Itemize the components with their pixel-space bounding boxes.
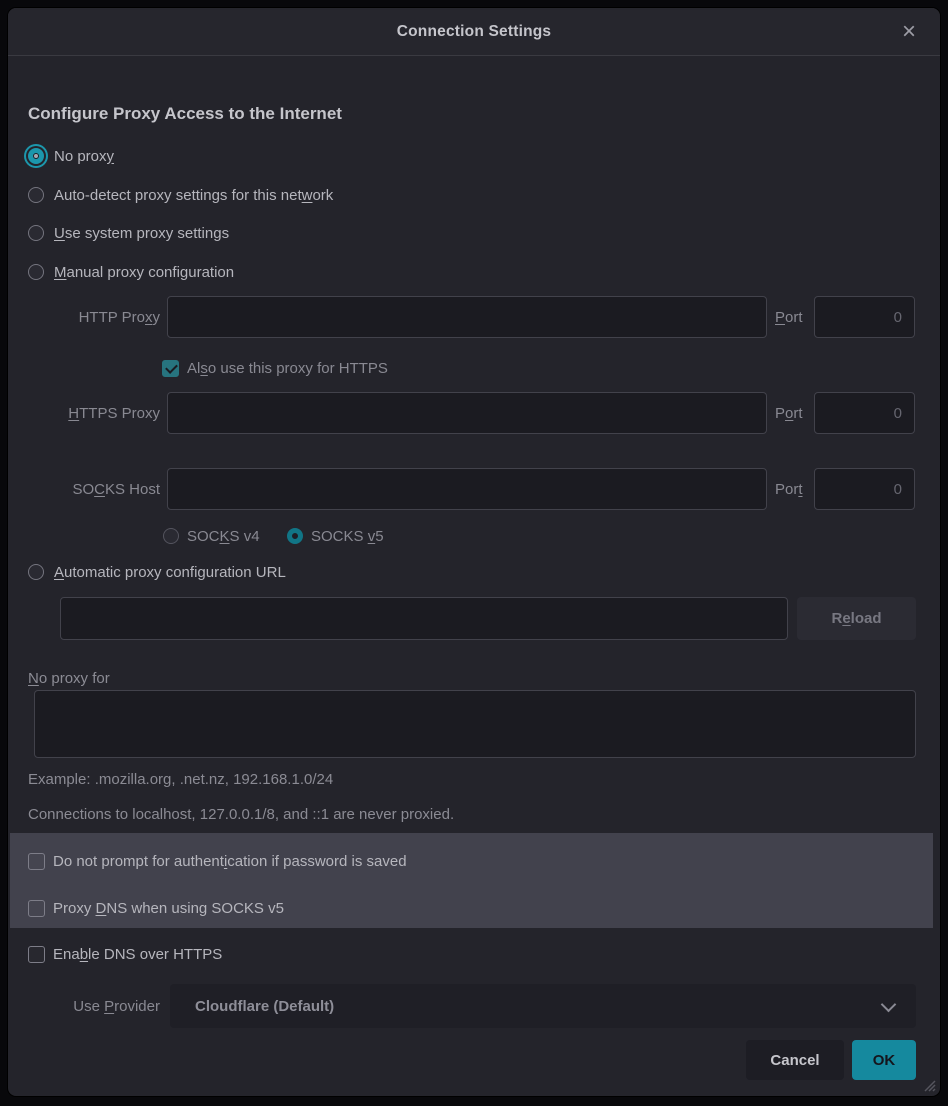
radio-label-manual-proxy: Manual proxy configuration [54, 263, 235, 281]
no-proxy-example-text: Example: .mozilla.org, .net.nz, 192.168.1.0/24 [28, 771, 334, 788]
https-port-input[interactable] [814, 392, 915, 434]
radio-label-socks-v5: SOCKS v5 [311, 527, 384, 545]
radio-manual-proxy[interactable] [28, 259, 234, 285]
http-port-input[interactable] [814, 296, 915, 338]
cancel-button[interactable] [746, 1040, 844, 1080]
no-proxy-for-label: No proxy for [28, 670, 110, 687]
checkbox-proxy-dns[interactable] [28, 895, 284, 921]
reload-button[interactable] [797, 597, 916, 640]
connection-settings-dialog [8, 8, 940, 1096]
resize-grip-icon[interactable] [922, 1078, 936, 1092]
close-button[interactable] [892, 8, 926, 55]
reload-button-label: Reload [831, 610, 882, 627]
checkbox-also-https[interactable] [162, 355, 388, 381]
ok-button[interactable] [852, 1040, 916, 1080]
radio-icon-manual-proxy [28, 264, 44, 280]
radio-icon-socks-v5 [287, 528, 303, 544]
radio-label-no-proxy: No proxy [54, 147, 115, 165]
socks-port-input[interactable] [814, 468, 915, 510]
https-proxy-input[interactable] [167, 392, 767, 434]
checkbox-no-prompt-auth[interactable] [28, 848, 407, 874]
radio-no-proxy[interactable] [28, 143, 114, 169]
checkbox-icon-no-prompt-auth [28, 853, 45, 870]
http-proxy-input[interactable] [167, 296, 767, 338]
page-title: Configure Proxy Access to the Internet [28, 104, 342, 123]
radio-label-system-proxy: Use system proxy settings [54, 224, 230, 242]
auto-url-input[interactable] [60, 597, 788, 640]
radio-icon-no-proxy [28, 148, 44, 164]
checkbox-icon-proxy-dns [28, 900, 45, 917]
radio-label-socks-v4: SOCKS v4 [187, 527, 260, 545]
ok-button-label: OK [872, 1051, 896, 1069]
radio-auto-detect[interactable] [28, 182, 333, 208]
socks-port-label: Port [775, 480, 803, 498]
checkbox-label-also-https: Also use this proxy for HTTPS [187, 359, 388, 377]
dialog-titlebar [8, 8, 940, 56]
provider-dropdown-value: Cloudflare (Default) [195, 997, 335, 1015]
http-port-label: Port [775, 308, 803, 326]
radio-icon-socks-v4 [163, 528, 179, 544]
no-proxy-for-textarea[interactable] [34, 690, 916, 758]
radio-socks-v5[interactable] [287, 523, 384, 549]
radio-label-auto-url: Automatic proxy configuration URL [54, 563, 286, 581]
close-icon: × [901, 17, 916, 45]
dialog-title: Connection Settings [396, 22, 552, 40]
checkbox-enable-doh[interactable] [28, 941, 222, 967]
checkbox-label-proxy-dns: Proxy DNS when using SOCKS v5 [53, 899, 284, 917]
checkbox-icon-also-https [162, 360, 179, 377]
radio-label-auto-detect: Auto-detect proxy settings for this network [54, 186, 334, 204]
provider-label: Use Provider [73, 997, 160, 1015]
radio-icon-auto-detect [28, 187, 44, 203]
radio-system-proxy[interactable] [28, 220, 229, 246]
socks-host-input[interactable] [167, 468, 767, 510]
radio-icon-system-proxy [28, 225, 44, 241]
radio-icon-auto-url [28, 564, 44, 580]
radio-socks-v4[interactable] [163, 523, 260, 549]
cancel-button-label: Cancel [770, 1051, 820, 1069]
http-proxy-label: HTTP Proxy [78, 308, 160, 326]
chevron-down-icon [881, 997, 897, 1013]
https-proxy-label: HTTPS Proxy [68, 404, 160, 422]
socks-host-label: SOCKS Host [72, 480, 160, 498]
https-port-label: Port [775, 404, 803, 422]
radio-auto-url[interactable] [28, 559, 286, 585]
provider-dropdown[interactable] [170, 984, 916, 1028]
checkbox-label-enable-doh: Enable DNS over HTTPS [53, 945, 223, 963]
checkbox-icon-enable-doh [28, 946, 45, 963]
localhost-note-text: Connections to localhost, 127.0.0.1/8, and ::1 are never proxied. [28, 806, 455, 823]
checkbox-label-no-prompt-auth: Do not prompt for authentication if password is saved [53, 852, 407, 870]
